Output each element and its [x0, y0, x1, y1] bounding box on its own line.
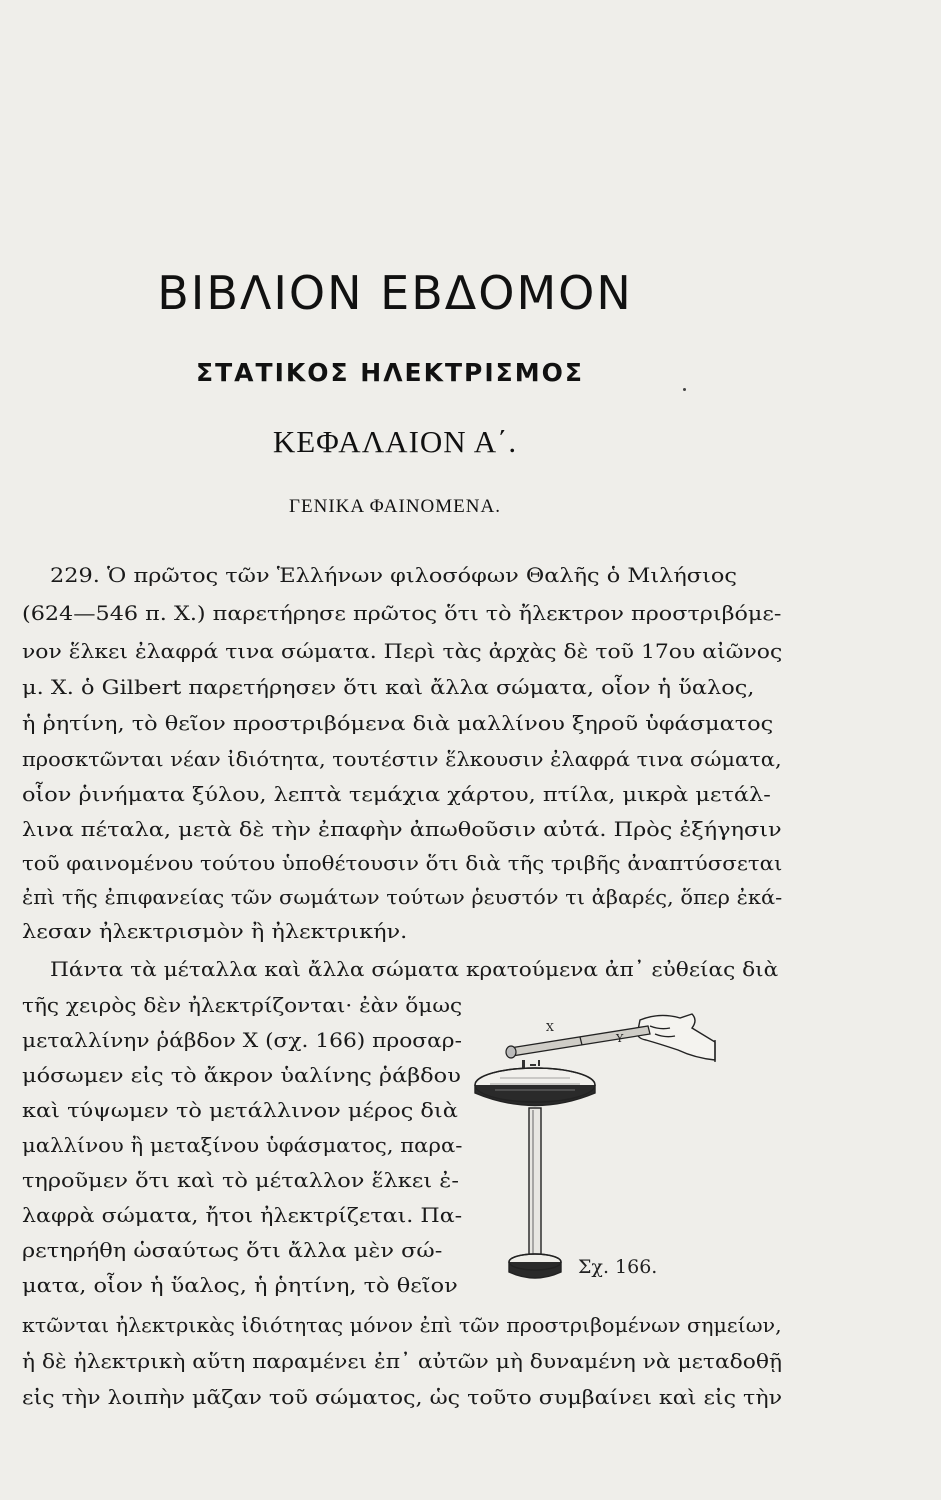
text-line: ματα, οἷον ἡ ὕαλος, ἡ ῥητίνη, τὸ θεῖον: [22, 1274, 458, 1297]
rod-label-x: X: [546, 1021, 554, 1034]
part-title: ΣΤΑΤΙΚΟΣ ΗΛΕΚΤΡΙΣΜΟΣ: [196, 358, 584, 387]
text-line: τοῦ φαινομένου τούτου ὑποθέτουσιν ὅτι διὰ τῆς τριβῆς ἀναπτύσσεται: [22, 852, 783, 875]
text-line: προσκτῶνται νέαν ἰδιότητα, τουτέστιν ἕλκουσιν ἐλαφρά τινα σώματα,: [22, 748, 782, 771]
text-line: νον ἕλκει ἐλαφρά τινα σώματα. Περὶ τὰς ἀρχὰς δὲ τοῦ 17ου αἰῶνος: [22, 640, 783, 663]
table-icon: [475, 1068, 595, 1278]
text-line: καὶ τύψωμεν τὸ μετάλλινον μέρος διὰ: [22, 1099, 458, 1122]
text-line: ἐπὶ τῆς ἐπιφανείας τῶν σωμάτων τούτων ῥευστόν τι ἀβαρές, ὅπερ ἐκά-: [22, 886, 783, 909]
text-line: εἰς τὴν λοιπὴν μᾶζαν τοῦ σώματος, ὡς τοῦτο συμβαίνει καὶ εἰς τὴν: [22, 1386, 783, 1409]
text-line: λινα πέταλα, μετὰ δὲ τὴν ἐπαφὴν ἀπωθοῦσιν αὐτά. Πρὸς ἐξήγησιν: [22, 818, 782, 841]
rod-icon: [506, 1026, 650, 1058]
text-line: μ. Χ. ὁ Gilbert παρετήρησεν ὅτι καὶ ἄλλα σώματα, οἷον ἡ ὕαλος,: [22, 676, 755, 699]
rod-and-table-illustration: [470, 1000, 800, 1300]
text-line: ρετηρήθη ὡσαύτως ὅτι ἄλλα μὲν σώ-: [22, 1239, 443, 1262]
text-line: οἷον ῥινήματα ξύλου, λεπτὰ τεμάχια χάρτου, πτίλα, μικρὰ μετάλ-: [22, 783, 771, 806]
text-line: κτῶνται ἠλεκτρικὰς ἰδιότητας μόνον ἐπὶ τῶν προστριβομένων σημείων,: [22, 1314, 782, 1337]
text-line: τῆς χειρὸς δὲν ἠλεκτρίζονται· ἐὰν ὅμως: [22, 994, 463, 1017]
section-title: ΓΕΝΙΚΑ ΦΑΙΝΟΜΕΝΑ.: [289, 496, 501, 517]
print-speck: [683, 388, 686, 391]
text-line: τηροῦμεν ὅτι καὶ τὸ μέταλλον ἕλκει ἐ-: [22, 1169, 459, 1192]
text-line: Πάντα τὰ μέταλλα καὶ ἄλλα σώματα κρατούμενα ἀπ᾽ εὐθείας διὰ: [50, 958, 779, 981]
figure-caption: Σχ. 166.: [578, 1256, 658, 1278]
figure-166: [470, 1000, 800, 1300]
text-line: μόσωμεν εἰς τὸ ἄκρον ὑαλίνης ῥάβδου: [22, 1064, 461, 1087]
text-line: ἡ ῥητίνη, τὸ θεῖον προστριβόμενα διὰ μαλλίνου ξηροῦ ὑφάσματος: [22, 712, 774, 735]
chapter-title: ΚΕΦΑΛΑΙΟΝ Α΄.: [272, 424, 518, 459]
rod-label-y: Y: [616, 1032, 624, 1045]
text-line: ἡ δὲ ἠλεκτρικὴ αὕτη παραμένει ἐπ᾽ αὐτῶν μὴ δυναμένη νὰ μεταδοθῇ: [22, 1350, 782, 1373]
book-title: ΒΙΒΛΙΟΝ ΕΒΔΟΜΟΝ: [157, 266, 633, 320]
text-line: λεσαν ἠλεκτρισμὸν ἢ ἠλεκτρικήν.: [22, 920, 408, 943]
text-line: λαφρὰ σώματα, ἤτοι ἠλεκτρίζεται. Πα-: [22, 1204, 463, 1227]
text-line: μαλλίνου ἢ μεταξίνου ὑφάσματος, παρα-: [22, 1134, 463, 1157]
text-line: 229. Ὁ πρῶτος τῶν Ἑλλήνων φιλοσόφων Θαλῆς ὁ Μιλήσιος: [50, 564, 737, 587]
text-line: μεταλλίνην ῥάβδον Χ (σχ. 166) προσαρ-: [22, 1029, 462, 1052]
text-line: (624—546 π. Χ.) παρετήρησε πρῶτος ὅτι τὸ ἤλεκτρον προστριβόμε-: [22, 602, 782, 625]
hand-icon: [637, 1014, 715, 1062]
